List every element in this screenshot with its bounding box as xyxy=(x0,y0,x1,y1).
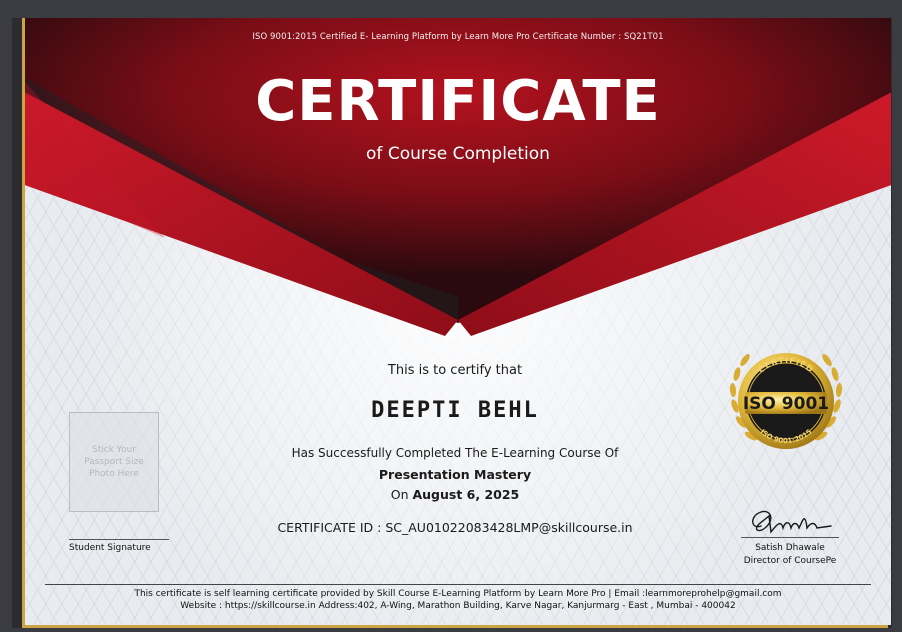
iso-certification-line: ISO 9001:2015 Certified E- Learning Platform by Learn More Pro Certificate Number : SQ21T01 xyxy=(252,32,664,42)
iso-seal-icon xyxy=(721,336,851,466)
student-name: DEEPTI BEHL xyxy=(371,398,539,423)
student-signature-line xyxy=(69,539,169,540)
course-name: Presentation Mastery xyxy=(378,467,532,482)
director-signature-icon xyxy=(747,506,837,540)
director-title: Director of CoursePe xyxy=(743,556,837,566)
date-prefix: On xyxy=(390,487,409,502)
footer-provider-line: This certificate is self learning certificate provided by Skill Course E-Learning Platform by Learn More Pro | Email :learnmoreprohelp@gmail.com xyxy=(134,589,782,599)
certificate-subtitle: of Course Completion xyxy=(366,144,550,164)
header-banner xyxy=(25,18,891,338)
photo-placeholder xyxy=(69,412,159,512)
footer-divider xyxy=(45,584,871,585)
completion-text: Has Successfully Completed The E-Learning Course Of xyxy=(291,446,619,460)
certificate-paper xyxy=(25,18,891,625)
certificate-title: CERTIFICATE xyxy=(255,69,661,134)
certify-text: This is to certify that xyxy=(387,363,523,378)
director-name: Satish Dhawale xyxy=(755,543,825,553)
photo-placeholder-text: Stick Your Passport Size Photo Here xyxy=(84,445,144,479)
director-signature-line xyxy=(741,537,839,538)
completion-date: August 6, 2025 xyxy=(412,487,520,502)
student-signature-label: Student Signature xyxy=(69,543,151,553)
seal-bottom-text: ISO 9001:2015 xyxy=(758,427,814,446)
seal-top-text: CERTIFIED xyxy=(756,355,816,375)
seal-main-text: ISO 9001 xyxy=(742,394,830,414)
footer-address-line: Website : https://skillcourse.in Address:402, A-Wing, Marathon Building, Karve Nagar, Kanjurmarg - East , Mumbai - 400042 xyxy=(180,601,736,611)
director-block xyxy=(715,542,865,568)
certificate-id: CERTIFICATE ID : SC_AU01022083428LMP@skillcourse.in xyxy=(277,520,633,535)
completion-date-row xyxy=(205,487,705,502)
